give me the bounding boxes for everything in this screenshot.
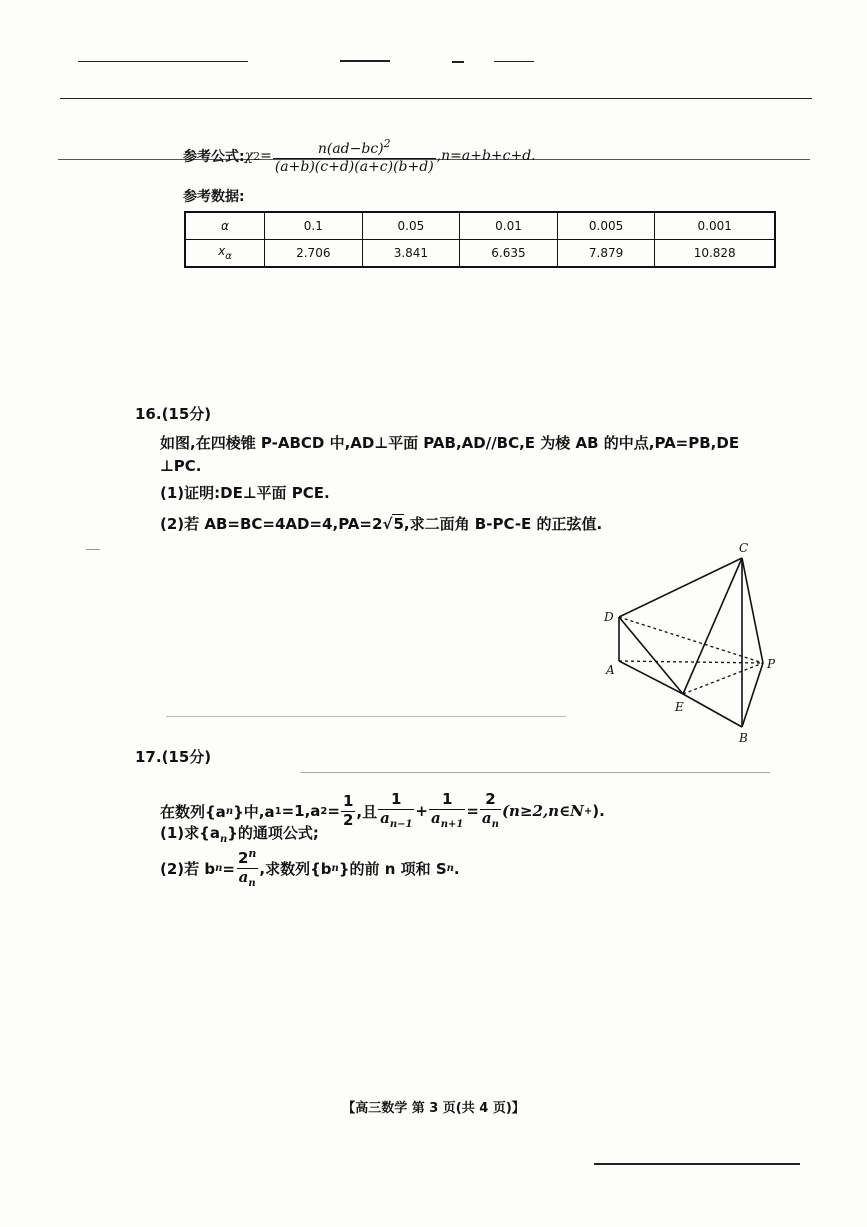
q16-line2: ⊥PC.	[160, 457, 202, 475]
page-footer: 【高三数学 第 3 页(共 4 页)】	[342, 1101, 525, 1116]
table-cell: 0.1	[265, 212, 363, 240]
chi-numerator: $n(ad-bc)^2$	[317, 137, 391, 157]
q16-line1: 如图,在四棱锥 P-ABCD 中,AD⊥平面 PAB,AD//BC,E 为棱 AB 的中点,PA=PB,DE	[160, 434, 740, 452]
reference-data-label: 参考数据:	[183, 189, 245, 205]
table-cell: $x_\alpha$	[185, 240, 265, 268]
label-E: E	[675, 700, 684, 714]
header-stub-3	[452, 61, 464, 63]
q17-number: 17.(15分)	[135, 748, 212, 766]
fraction-term-2: $\frac{1}{a_{n+1}}$	[431, 790, 464, 830]
header-stub-4	[494, 61, 534, 62]
chi-exponent: 2	[253, 149, 261, 163]
q17-part1: (1)求$\{a_n\}$的通项公式;	[160, 824, 319, 845]
header-stub-2	[340, 60, 390, 62]
header-stub-1	[78, 61, 248, 62]
label-C: C	[739, 541, 749, 555]
table-cell: α	[185, 212, 265, 240]
chi-fraction	[273, 138, 436, 174]
label-A: A	[606, 663, 615, 677]
q16-part1: (1)证明:DE⊥平面 PCE.	[160, 484, 330, 502]
header-rule	[60, 98, 812, 99]
q17-part2: (2)若 b n = $\frac{2^n}{a_n}$ ,求数列{b n }的前 n 项和 S n .	[160, 847, 460, 889]
label-B: B	[739, 731, 748, 745]
table-cell: 3.841	[362, 240, 460, 268]
q16-part2: (2)若 AB=BC=4AD=4,PA=2√5,求二面角 B-PC-E 的正弦值.	[160, 515, 603, 533]
formula-equals: =	[260, 148, 272, 165]
scan-dash-2	[166, 716, 566, 717]
table-cell: 6.635	[460, 240, 558, 268]
q16-number: 16.(15分)	[135, 405, 212, 423]
scan-dash-1	[86, 549, 100, 550]
table-cell: 10.828	[655, 240, 775, 268]
table-cell: 0.001	[655, 212, 775, 240]
critical-value-table	[184, 211, 776, 268]
label-P: P	[767, 657, 776, 671]
table-cell: 0.01	[460, 212, 558, 240]
formula-label: 参考公式:	[183, 149, 245, 166]
table-cell: 2.706	[265, 240, 363, 268]
reference-formula	[183, 138, 536, 174]
footer-rule	[594, 1163, 800, 1165]
fraction-term-3: $\frac{2}{a_n}$	[481, 790, 499, 830]
table-cell: 0.005	[557, 212, 655, 240]
chi-symbol: χ	[244, 148, 254, 165]
fraction-power: $\frac{2^n}{a_n}$	[237, 847, 257, 889]
pyramid-figure	[595, 535, 795, 750]
fraction-half: $\frac{1}{2}$	[342, 791, 354, 829]
table-cell: 7.879	[557, 240, 655, 268]
table-cell: 0.05	[362, 212, 460, 240]
chi-denominator: (a+b)(c+d)(a+c)(b+d)	[274, 158, 434, 175]
q17-intro: 在数列{a n }中,a 1 =1,a 2 = $\frac{1}{2}$ ,且 $\frac{1}{a_{n-1}}$ + $\frac{1}{a_{n+1}}$ = $\frac{2}{a_n}$ (n≥2,n∈N + ).	[160, 790, 605, 830]
table-row	[185, 240, 775, 268]
scan-dash-3	[300, 772, 770, 773]
formula-tail: ,n=a+b+c+d.	[436, 148, 536, 165]
table-row	[185, 212, 775, 240]
fraction-term-1: $\frac{1}{a_{n-1}}$	[380, 790, 413, 830]
label-D: D	[604, 610, 614, 624]
